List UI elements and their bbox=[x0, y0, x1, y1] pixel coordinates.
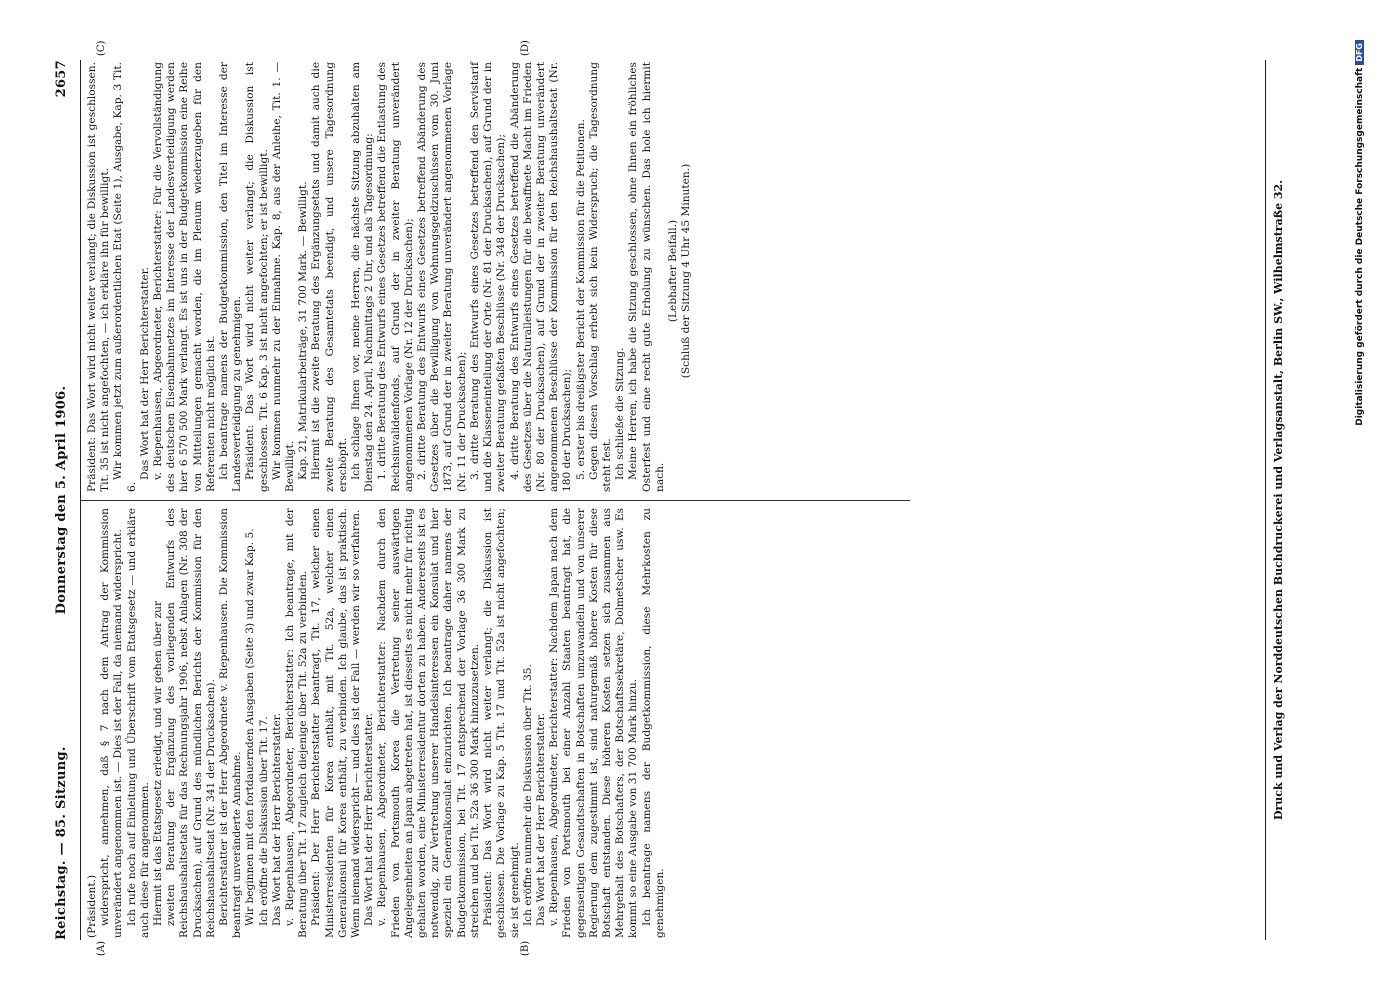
col_right-paragraph: Ich beantrage namens der Budgetkommission, den Titel im Interesse der Landesverteidigung zu genehmigen. bbox=[218, 62, 244, 492]
col_right-paragraph: Präsident: Das Wort wird nicht weiter verlangt; die Diskussion ist geschlossen. Tit. 6 Kap. 3 ist nicht angefochten; er ist bewilligt. bbox=[244, 62, 270, 492]
col_left-paragraph: Das Wort hat der Herr Berichterstatter. bbox=[270, 712, 283, 926]
col_right-paragraph: 1. dritte Beratung des Entwurfs eines Gesetzes betreffend die Entlastung des Reichsinvalidenfonds, auf Grund der in zweiter Beratung unverändert angenommenen Vorlage (Nr. 12 der Drucksachen); bbox=[376, 62, 415, 492]
margin-mark-d: (D) bbox=[520, 40, 531, 56]
column-divider bbox=[80, 500, 910, 501]
digitization-credit bbox=[1355, 40, 1365, 1000]
col_right-paragraph: 2. dritte Beratung des Entwurfs eines Gesetzes betreffend Abänderung des Gesetzes über die Bewilligung von Wohnungsgeldzuschüssen vom 30. Juni 1873, auf Grund der in zweiter Beratung unverändert angenommenen Vorlage (Nr. 11 der Drucksachen); bbox=[416, 62, 468, 492]
col_right-paragraph: 3. dritte Beratung des Entwurfs eines Gesetzes betreffend den Servistarif und die Klasseneinteilung der Orte (Nr. 81 der Drucksachen), auf Grund der in zweiter Beratung gefaßten Beschlüsse (Nr. 348 der Drucksachen); bbox=[468, 62, 508, 492]
col_right-paragraph: Kap. 21, Matrikularbeiträge, 31 700 Mark. — Bewilligt. bbox=[297, 181, 310, 480]
margin-mark-c: (C) bbox=[96, 40, 107, 56]
col_right-paragraph: (Lebhafter Beifall.) bbox=[666, 219, 679, 323]
page-number: 2657 bbox=[54, 60, 69, 98]
col_right-paragraph: Ich schließe die Sitzung. bbox=[614, 347, 627, 480]
right-column bbox=[86, 62, 693, 492]
col_left-paragraph: Hiermit ist das Etatsgesetz erledigt, und wir gehen über zur bbox=[152, 600, 165, 926]
col_left-paragraph: Ich rufe noch auf Einleitung und Überschrift vom Etatsgesetz — und erkläre auch diese für angenommen. bbox=[125, 508, 151, 938]
col_left-paragraph: Das Wort hat der Herr Berichterstatter. bbox=[534, 712, 547, 926]
header-date: Donnerstag den 5. April 1906. bbox=[54, 385, 69, 615]
col_left-paragraph: v. Riepenhausen, Abgeordneter, Berichterstatter: Ich beantrage, mit der Beratung über Tit. 17 zugleich diejenige über Tit. 52a zu verbinden. bbox=[284, 508, 310, 938]
col_left-paragraph: Wir beginnen mit den fortdauernden Ausgaben (Seite 3) und zwar Kap. 5. bbox=[244, 528, 257, 926]
footer-rule bbox=[1265, 60, 1266, 940]
col_right-paragraph: Gegen diesen Vorschlag erhebt sich kein Widerspruch; die Tagesordnung steht fest. bbox=[587, 62, 613, 492]
col_left-paragraph: v. Riepenhausen, Abgeordneter, Berichterstatter: Nachdem Japan nach dem Frieden von Portsmouth bei einer Anzahl Staaten beantragt hat, die gegenseitigen Gesandtschaften in Botschaften umzuwandeln und von unserer Regierung dem zugestimmt ist, sind naturgemäß höhere Kosten für diese Botschaft entstanden. Diese höheren Kosten setzen sich zusammen aus Mehrgehalt des Botschafters, der Botschaftssekretäre, Dolmetscher usw. Es kommt so eine Ausgabe von 31 700 Mark hinzu. bbox=[548, 508, 640, 938]
dfg-logo: DFG bbox=[1355, 40, 1364, 65]
col_left-paragraph: Ich eröffne nunmehr die Diskussion über Tit. 35. bbox=[521, 664, 534, 926]
col_right-paragraph: Hiermit ist die zweite Beratung des Ergänzungsetats und damit auch die zweite Beratung des Gesamtetats beendigt, und unsere Tagesordnung erschöpft. bbox=[310, 62, 349, 492]
col_right-paragraph: Ich schlage Ihnen vor, meine Herren, die nächste Sitzung abzuhalten am Dienstag den 24. April, Nachmittags 2 Uhr, und als Tagesordnung: bbox=[350, 62, 376, 492]
col_left-paragraph: widerspricht, annehmen, daß § 7 nach dem Antrag der Kommission unverändert angenommen ist. — Dies ist der Fall, da niemand widerspricht. bbox=[99, 508, 125, 938]
col_right-paragraph: Präsident: Das Wort wird nicht weiter verlangt; die Diskussion ist geschlossen. Tit. 35 ist nicht angefochten, — ich erkläre ihn für bewilligt. bbox=[86, 62, 112, 492]
col_right-paragraph: v. Riepenhausen, Abgeordneter, Berichterstatter: Für die Vervollständigung des deutschen Eisenbahnnetzes im Interesse der Landesverteidigung werden hier 6 570 500 Mark verlangt. Es ist uns in der Budgetkommission eine Reihe von Mitteilungen gemacht worden, die im Plenum wiederzugeben für den Referenten nicht möglich ist. bbox=[152, 62, 217, 492]
col_left-paragraph: Berichterstatter ist der Herr Abgeordnete v. Riepenhausen. Die Kommission beantragt unveränderte Annahme. bbox=[218, 508, 244, 938]
col_left-paragraph: Ich eröffne die Diskussion über Tit. 17. bbox=[257, 716, 270, 926]
col_right-paragraph: (Schluß der Sitzung 4 Uhr 45 Minuten.) bbox=[680, 163, 693, 379]
margin-mark-b: (B) bbox=[520, 940, 531, 956]
printer-footer: Druck und Verlag der Norddeutschen Buchdruckerei und Verlagsanstalt, Berlin SW., Wilhelmstraße 32. bbox=[1272, 179, 1285, 821]
col_right-paragraph: Wir kommen jetzt zum außerordentlichen Etat (Seite 1), Ausgabe, Kap. 3 Tit. 6. bbox=[112, 62, 138, 492]
col_right-paragraph: 4. dritte Beratung des Entwurfs eines Gesetzes betreffend die Abänderung des Gesetzes über die Naturalleistungen für die bewaffnete Macht im Frieden (Nr. 80 der Drucksachen), auf Grund der in zweiter Beratung unverändert angenommenen Beschlüsse der Kommission für den Reichshaushaltsetat (Nr. 180 der Drucksachen); bbox=[508, 62, 574, 492]
margin-mark-a: (A) bbox=[96, 940, 107, 956]
left-column bbox=[86, 508, 667, 938]
col_right-paragraph: Das Wort hat der Herr Berichterstatter. bbox=[138, 266, 151, 480]
col_left-paragraph: zweiten Beratung der Ergänzung des vorliegenden Entwurfs des Reichshaushaltsetats für das Rechnungsjahr 1906, nebst Anlagen (Nr. 308 der Drucksachen), auf Grund des mündlichen Berichts der Kommission für den Reichshaushaltsetat (Nr. 341 der Drucksachen). bbox=[165, 508, 217, 938]
col_right-paragraph: 5. erster bis dreißigster Bericht der Kommission für die Petitionen. bbox=[574, 119, 587, 480]
col_right-paragraph: Meine Herren, ich habe die Sitzung geschlossen, ohne Ihnen ein fröhliches Osterfest und eine recht gute Erholung zu wünschen. Das hole ich hiermit nach. bbox=[627, 62, 666, 492]
col_left-paragraph: Ich beantrage namens der Budgetkommission, diese Mehrkosten zu genehmigen. bbox=[640, 508, 666, 938]
page-header bbox=[54, 60, 78, 940]
col_left-paragraph: Präsident: Das Wort wird nicht weiter verlangt; die Diskussion ist geschlossen. Die Vorlage zu Kap. 5 Tit. 17 und Tit. 52a ist nicht angefochten; sie ist genehmigt. bbox=[482, 508, 521, 938]
col_left-paragraph: Das Wort hat der Herr Berichterstatter. bbox=[363, 712, 376, 926]
col_left-paragraph: (Präsident.) bbox=[86, 874, 98, 938]
col_left-paragraph: Präsident: Der Herr Berichterstatter beantragt, Tit. 17, welcher einen Ministerresidenten für Korea enthält, mit Tit. 52a, welcher einen Generalkonsul für Korea enthält, zu verbinden. Ich glaube, das ist praktisch. Wenn niemand widerspricht — und dies ist der Fall — werden wir so verfahren. bbox=[310, 508, 363, 938]
col_right-paragraph: Wir kommen nunmehr zu der Einnahme. Kap. 8, aus der Anleihe, Tit. 1. — Bewilligt. bbox=[270, 62, 297, 492]
col_left-paragraph: v. Riepenhausen, Abgeordneter, Berichterstatter: Nachdem durch den Frieden von Portsmouth Korea die Vertretung seiner auswärtigen Angelegenheiten an Japan abgetreten hat, ist diesseits es nicht mehr für richtig gehalten worden, eine Ministerresidentur dorten zu haben. Andererseits ist es notwendig, zur Vertretung unserer Handelsinteressen ein Konsulat und hier speziell ein Generalkonsulat einzurichten. Ich beantrage daher namens der Budgetkommission, bei Tit. 17 entsprechend der Vorlage 36 300 Mark zu streichen und bei Tit. 52a 36 300 Mark hinzuzusetzen. bbox=[376, 508, 481, 938]
header-left: Reichstag. — 85. Sitzung. bbox=[54, 746, 69, 940]
digitization-text: Digitalisierung gefördert durch die Deutsche Forschungsgemeinschaft bbox=[1355, 67, 1365, 426]
